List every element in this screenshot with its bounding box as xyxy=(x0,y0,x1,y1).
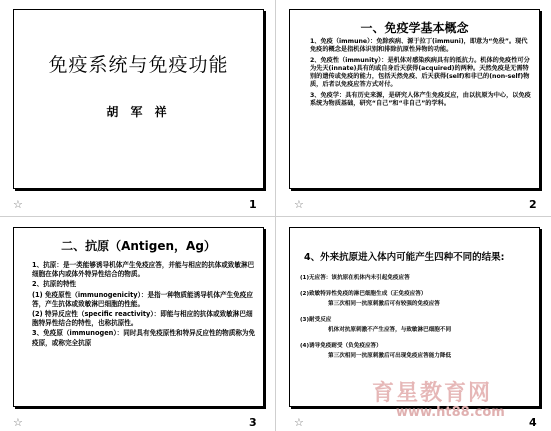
watermark-url: www.ht88.com xyxy=(396,405,505,420)
slide-4-animation-star-icon: ☆ xyxy=(294,416,304,429)
slide-1-thumbnail[interactable] xyxy=(13,9,264,189)
slide-1-author: 胡 军 祥 xyxy=(106,105,171,119)
slide-4-item: (2)致敏特异性免疫的淋巴细胞生成（正免疫应答） xyxy=(300,291,427,297)
slide-3-thumbnail[interactable] xyxy=(13,227,264,407)
slide-1-animation-star-icon: ☆ xyxy=(13,198,23,211)
slide-3-title: 二、抗原（Antigen，Ag） xyxy=(61,239,216,253)
pane-divider-horizontal xyxy=(0,216,551,217)
slide-4-item: 机体对抗原刺激不产生应答，与致敏淋巴细胞不同 xyxy=(328,327,452,333)
slide-4-body xyxy=(300,275,533,369)
slide-4-item: (4)诱导免疫耐受（负免疫应答） xyxy=(300,343,382,349)
slide-4-number: 4 xyxy=(529,416,537,429)
slide-4-item: (3)耐受反应 xyxy=(300,317,332,323)
slide-2-item: 2、免疫性（immunity）：是机体对感染疾病具有的抵抗力。机体的免疫性可分为先天(innate)具有的或自身后天获得(acquired)的两种。天然免疫是无需特别的遗传或免疫的能力，包括天然免疫、后天获得(self)和非已的(non-self)物质，后者以免疫应答方式对付。 xyxy=(310,56,530,89)
slide-3-item: 1、抗原：是一类能够诱导机体产生免疫应答，并能与相应的抗体或致敏淋巴细胞在体内或体外特异性结合的物质。 xyxy=(32,261,255,279)
slide-3-item: (1) 免疫原性（immunogenicity）：是指一种物质能诱导机体产生免疫应答，产生抗体或致敏淋巴细胞的性能。 xyxy=(32,290,253,308)
watermark-title: 育星教育网 xyxy=(372,381,493,406)
slide-3-item: 3、免疫原（immunogen）：同时具有免疫原性和特异反应性的物质称为免疫原，或称完全抗原 xyxy=(32,329,256,347)
slide-4-item: 第三次相同一抗原刺激后可出现免疫应答能力降低 xyxy=(328,353,452,359)
slide-3-item: 2、抗原的特性 xyxy=(32,280,77,289)
watermark xyxy=(372,382,542,420)
slide-2-animation-star-icon: ☆ xyxy=(294,198,304,211)
slide-3-item: (2) 特异反应性（specific reactivity）：即能与相应的抗体或致敏淋巴细胞特异性结合的特性，也称抗原性。 xyxy=(32,310,253,328)
slide-2-item: 1、免疫（immune）：免除疾病、源于拉丁(immuni)，即意为“免役”。现代免疫的概念是指机体识别和排除抗原性异物的功能。 xyxy=(310,38,528,54)
slide-3-number: 3 xyxy=(249,416,257,429)
slide-2-item: 3、免疫学：具有历史来源，是研究人体产生免疫反应，由以抗原为中心，以免疫系统为物质基础，研究“自己”和“非自己”的学科。 xyxy=(310,91,531,108)
slide-4-item: (1)无应答：该抗原在机体内未引起免疫应答 xyxy=(300,275,410,281)
slide-2-body xyxy=(310,38,533,110)
slide-4-item: 第三次相同一抗原刺激后可有较强的免疫应答 xyxy=(328,301,440,307)
slide-4-title: 4、外来抗原进入体内可能产生四种不同的结果: xyxy=(304,252,505,263)
slide-4-thumbnail[interactable] xyxy=(289,227,540,407)
slide-2-thumbnail[interactable] xyxy=(289,9,540,189)
slide-2-number: 2 xyxy=(529,198,537,211)
slide-3-body xyxy=(32,261,257,349)
slide-1-title: 免疫系统与免疫功能 xyxy=(48,54,229,76)
slide-2-title: 一、免疫学基本概念 xyxy=(360,21,469,35)
slide-1-number: 1 xyxy=(249,198,257,211)
slide-3-animation-star-icon: ☆ xyxy=(13,416,23,429)
